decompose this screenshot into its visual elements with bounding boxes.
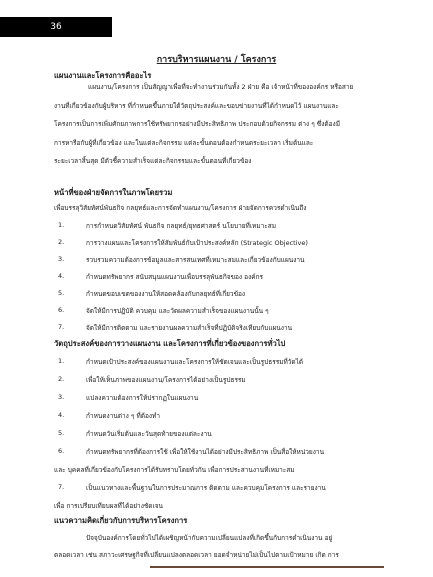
section-heading-project-concept: แนวความคิดเกี่ยวกับการบริหารโครงการ	[54, 516, 188, 525]
list-number: 5.	[58, 289, 65, 297]
list-text: จัดให้มีการติดตาม และรายงานผลความสำเร็จที่ปฏิบัติจริงเทียบกับแผนงาน	[86, 324, 293, 332]
section-intro: เพื่อบรรลุวิสัยทัศน์พันธกิจ กลยุทธ์และการจัดทำแผนงาน/โครงการ ฝ่ายจัดการควรดำเนินถึง	[54, 204, 307, 212]
paragraph-line: โครงการเป็นการเพิ่มศักยภาพการใช้ทรัพยากรอย่างมีประสิทธิภาพ ประกอบด้วยกิจกรรม ต่าง ๆ ซึ่งต้องมี	[54, 120, 340, 129]
list-text: กำหนดงานต่าง ๆ ที่ต้องทำ	[86, 412, 160, 420]
list-number: 4.	[58, 411, 65, 419]
list-text: รวบรวมความต้องการข้อมูลและสารสนเทศที่เหมาะสมและเกี่ยวข้องกับแผนงาน	[86, 256, 305, 264]
list-text: จัดให้มีการปฏิบัติ ควบคุม และวัดผลความสำเร็จของแผนงานนั้น ๆ	[86, 307, 269, 315]
paragraph-line: การหารือกับผู้ที่เกี่ยวข้อง และในแต่ละกิจกรรม แต่ละขั้นตอนต้องกำหนดระยะเวลา เริ่มต้นและ	[54, 138, 314, 147]
section-paragraph-what-is-plan	[54, 78, 400, 171]
list-text: กำหนดวันเริ่มต้นและวันสุดท้ายของแต่ละงาน	[86, 430, 212, 438]
paragraph-line: งานที่เกี่ยวข้องกับผู้บริหาร ที่กำหนดขึ้นภายใต้วัตถุประสงค์และขอบข่ายงานที่ได้กำหนดไว้ แผนงานและ	[54, 101, 339, 110]
section-heading-what-is-plan: แผนงานและโครงการคืออะไร	[54, 71, 152, 80]
page-number: 36	[0, 17, 112, 37]
paragraph-line: ตลอดเวลา เช่น สภาวะเศรษฐกิจที่เปลี่ยนแปลงตลอดเวลา ยอดจำหน่ายไม่เป็นไปตามเป้าหมาย เกิด การ	[54, 551, 339, 559]
list-text: กำหนดเป้าประสงค์ของแผนงานและโครงการให้ชัดเจนและเป็นรูปธรรมที่วัดได้	[86, 358, 304, 366]
list-number: 5.	[58, 429, 65, 437]
list-number: 3.	[58, 255, 65, 263]
section-heading-objectives: วัตถุประสงค์ของการวางแผนงาน และโครงการที่เกี่ยวข้องของการทั่วไป	[54, 339, 286, 348]
list-number: 7.	[58, 483, 65, 491]
list-text: การกำหนดวิสัยทัศน์ พันธกิจ กลยุทธ์/ยุทธศาสตร์ นโยบายที่เหมาะสม	[86, 222, 277, 230]
section-heading-management-duties: หน้าที่ของฝ่ายจัดการในภาพโดยรวม	[54, 188, 173, 197]
list-number: 4.	[58, 272, 65, 280]
list-number: 6.	[58, 447, 65, 455]
list-number: 1.	[58, 357, 65, 365]
paragraph-line: ระยะเวลาสิ้นสุด มีตัวชี้ความสำเร็จแต่ละกิจกรรมและขั้นตอนที่เกี่ยวข้อง	[54, 157, 252, 166]
paragraph-line: ปัจจุบันองค์การโดยทั่วไปได้เผชิญหน้ากับความเปลี่ยนแปลงที่เกิดขึ้นกับการดำเนินงาน อยู่	[86, 534, 333, 542]
list-text: กำหนดทรัพยากร สนับสนุนแผนงานเพื่อบรรลุพันธกิจของ องค์กร	[86, 273, 264, 281]
list-text: เป็นแนวทางและพื้นฐานในการประมาณการ ติดตาม และควบคุมโครงการ และรายงาน	[86, 484, 326, 492]
list-text: เพื่อให้เห็นภาพของแผนงาน/โครงการได้อย่างเป็นรูปธรรม	[86, 376, 246, 384]
list-number: 1.	[58, 221, 65, 229]
list-item-continuation: และ บุคคลที่เกี่ยวข้องกับโครงการได้รับทราบโดยทั่วกัน เพื่อการประสานงานที่เหมาะสม	[54, 466, 295, 474]
document-title: การบริหารแผนงาน / โครงการ	[156, 55, 277, 65]
list-text: แปลงความต้องการให้ปรากฏในแผนงาน	[86, 394, 199, 402]
list-text: การวางแผนและโครงการให้สัมพันธ์กับเป้าประสงค์หลัก (Strategic Objective)	[86, 239, 308, 247]
paragraph-line: แผนงาน/โครงการ เป็นสัญญาเพื่อที่จะทำงานร่วมกันทั้ง 2 ฝ่าย คือ เจ้าหน้าที่ขององค์กร หรือสาย	[88, 83, 354, 91]
list-text: กำหนดขอบเขตของงานให้สอดคล้องกับกลยุทธ์ที่เกี่ยวข้อง	[86, 290, 246, 298]
list-number: 3.	[58, 393, 65, 401]
list-item-continuation: เพื่อ การเปรียบเทียบผลที่ได้อย่างชัดเจน	[54, 502, 163, 510]
list-text: กำหนดทรัพยากรที่ต้องการใช้ เพื่อให้ใช้งานได้อย่างมีประสิทธิภาพ เป็นสื่อให้หน่วยงาน	[86, 448, 325, 456]
list-number: 6.	[58, 306, 65, 314]
list-number: 2.	[58, 375, 65, 383]
list-number: 2.	[58, 238, 65, 246]
footer-rule	[150, 566, 384, 568]
list-number: 7.	[58, 323, 65, 331]
